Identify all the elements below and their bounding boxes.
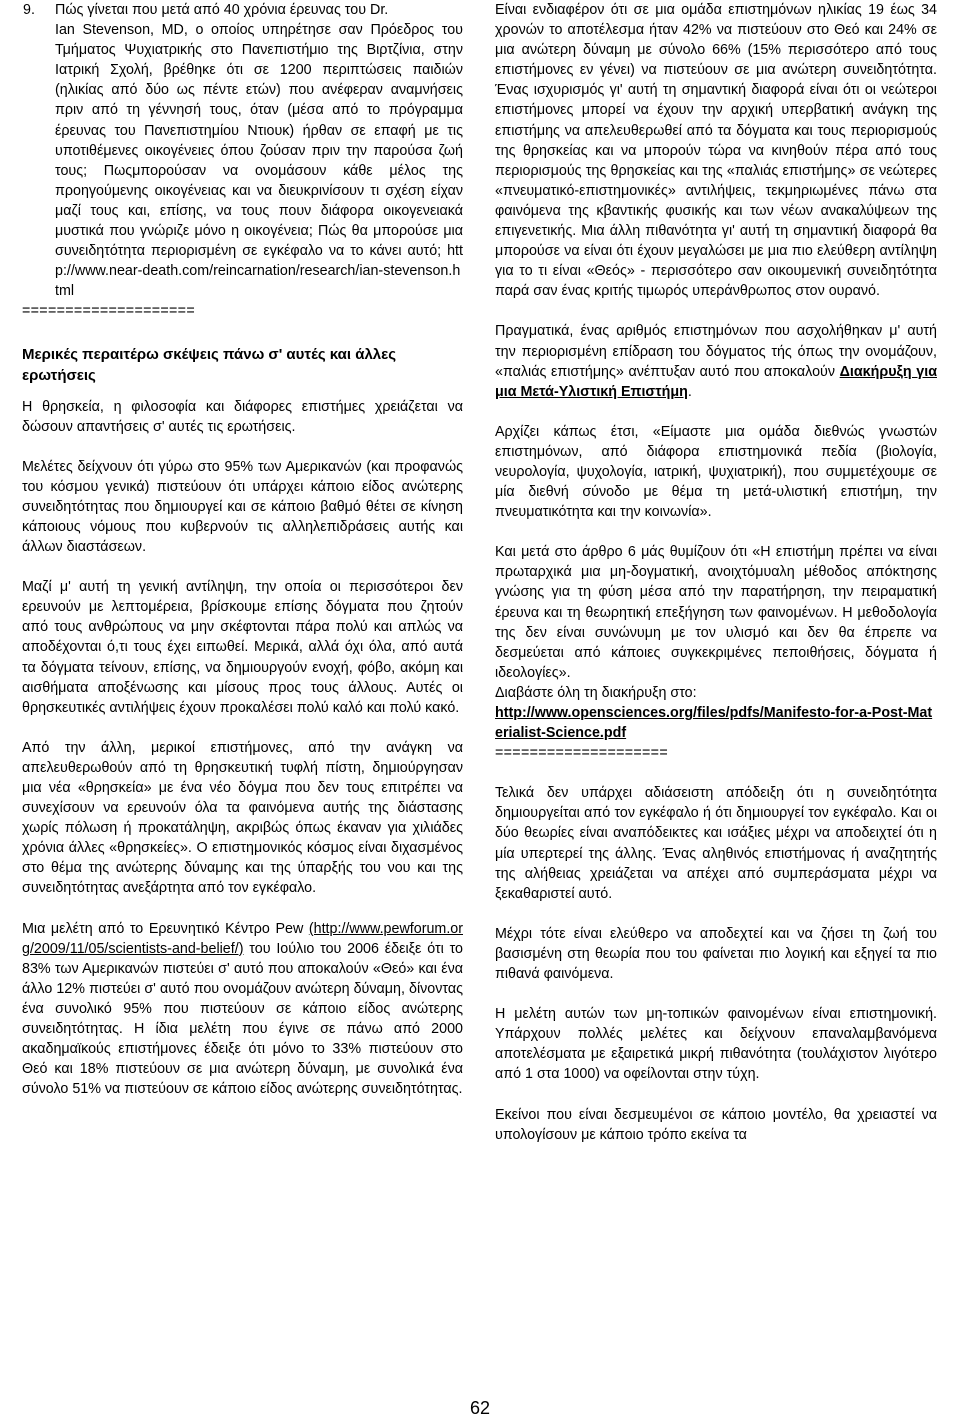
section-heading: Μερικές περαιτέρω σκέψεις πάνω σ' αυτές και άλλες ερωτήσεις (22, 345, 397, 384)
list-item-url[interactable]: http://www.near-death.com/reincarnation/research/ian-stevenson.html (55, 243, 463, 300)
paragraph-pew-study (22, 919, 463, 1100)
paragraph-manifesto-intro (495, 321, 937, 401)
paragraph: Είναι ενδιαφέρον ότι σε μια ομάδα επιστημόνων ηλικίας 19 έως 34 χρονών το αποτέλεσμα ήταν 42% να πιστεύουν στο Θεό και 24% σε μια ανώτερη δύναμη με σύνολο 66% (15% περισσότερο από τους επιστήμονες εν γένει) να πιστεύουν σε μια ανώτερη συνειδητότητα. Ένας ισχυρισμός γι' αυτή τη σημαντική διαφορά είναι ότι οι νεώτεροι επιστήμονες μπορεί να έχουν την αρχική υπερβατική ανάγκη της επιστήμης να απελευθερωθεί από τα δόγματα και τους περιορισμούς της θρησκείας και να μπορούν τώρα να κινηθούν πέρα από τους περιορισμούς της θρησκείας και της «παλιάς επιστήμης» σε νεώτερες «πνευματικό-επιστημονικές» αντιλήψεις, τεκμηριωμένες πάνω στα φαινόμενα της κβαντικής φυσικής και των νέων ανακαλύψεων της επιγενετικής. Μια άλλη πιθανότητα γι' αυτή τη σημαντική διαφορά θα μπορούσε να είναι ότι έχουν μεγαλώσει με μια πιο ελεύθερη αντίληψη για το τι είναι «Θεός» - περισσότερο σαν οικουμενική συνειδητότητα παρά σαν ένας κριτής τιμωρός υπεράνθρωπος στον ουρανό. (495, 2, 937, 300)
right-column (495, 0, 937, 1145)
paragraph: Η θρησκεία, η φιλοσοφία και διάφορες επιστήμες χρειάζεται να δώσουν απαντήσεις σ' αυτές τις ερωτήσεις. (22, 398, 463, 435)
paragraph: Μελέτες δείχνουν ότι γύρω στο 95% των Αμερικανών (και προφανώς του κόσμου γενικά) πιστεύουν ότι υπάρχει κάποιο είδος ανώτερης συνειδητότητας που δημιουργεί και σε κάποιο βαθμό θέτει σε κίνηση κάποιους νόμους που κυβερνούν τις αλληλεπιδράσεις αυτής και άλλων διαστάσεων. (22, 458, 463, 556)
paragraph: Από την άλλη, μερικοί επιστήμονες, από την ανάγκη να απελευθερωθούν από τη θρησκευτική τυφλή πίστη, δημιούργησαν μια νέα «θρησκεία» με ένα νέο δόγμα που δεν τους επιτρέπει να συνεχίσουν να ερευνούν όλα τα φαινόμενα αυτής της διάστασης χωρίς πόλωση ή προκατάληψη, ακριβώς όπως έκαναν για χιλιάδες χρόνια άλλες «θρησκείες». Ο επιστημονικός κόσμος είναι διχασμένος στο θέμα της ανώτερης δύναμης και της ύπαρξής του νου και της συνειδητότητας ανεξάρτητα από τον εγκέφαλο. (22, 739, 463, 897)
paragraph: Τελικά δεν υπάρχει αδιάσειστη απόδειξη ότι η συνειδητότητα δημιουργείται από τον εγκέφαλο ή ότι δημιουργεί τον εγκέφαλο. Και οι δύο θεωρίες είναι αναπόδεικτες και ισάξιες μέχρι να αποδειχτεί ότι η μία υπερτερεί της άλλης. Ένας αληθινός επιστήμονας ή αναζητητής της αλήθειας χρειάζεται να απέχει από συμπεράσματα μέχρι να ξεκαθαριστεί αυτό. (495, 785, 937, 902)
left-column (22, 0, 463, 1099)
list-item-body: Ian Stevenson, MD, ο οποίος υπηρέτησε σαν Πρόεδρος του Τμήματος Ψυχιατρικής στο Πανεπιστήμιο της Βιρτζίνια, στην Ιατρική Σχολή, βρέθηκε ότι σε 1200 περιπτώσεις παιδιών (ηλικίας από δύο ως πέντε ετών) που ανέφεραν αναμνήσεις πριν από τη γέννησή τους, όταν (μέσα από το πρόγραμμα έρευνας του Πανεπιστημίου Ντιουκ) ήρθαν σε επαφή με τις υποτιθέμενες οικογένειες όπου ζούσαν πριν την παρούσα ζωή τους; Πωςμπορούσαν να ονομάσουν κάθε μέλος της προηγούμενης οικογένειας και να διευκρινίσουν τι σχέση είχαν μαζί τους και, επίσης, να τους πουν διάφορα οικογενειακά μυστικά που γνώριζε μόνο η οικογένεια; Πώς θα μπορούσε μια συνειδητότητα περιορισμένη σε εγκέφαλο να το κάνει αυτό; (55, 22, 463, 260)
pew-study-link[interactable]: (http://www.pewforum.org/2009/11/05/scientists-and-belief/) (22, 920, 463, 957)
list-item-9 (22, 0, 463, 301)
pew-study-text: Μια μελέτη από το Ερευνητικό Κέντρο Pew (22, 920, 304, 937)
manifesto-intro-text: Πραγματικά, ένας αριθμός επιστημόνων που ασχολήθηκαν μ' αυτή την περιορισμένη επίδραση του δόγματος τής όπως την ονομάζουν, «παλιάς επιστήμης» ανέπτυξαν αυτό που αποκαλούν (495, 323, 937, 380)
paragraph: Εκείνοι που είναι δεσμευμένοι σε κάποιο μοντέλο, θα χρειαστεί να υπολογίσουν με κάποιο τρόπο εκείνα τα (495, 1106, 937, 1143)
separator: ==================== (495, 745, 668, 762)
manifesto-intro-end: . (687, 383, 692, 400)
read-declaration-label: Διαβάστε όλη τη διακήρυξη στο: (495, 684, 697, 701)
separator: ==================== (22, 303, 195, 320)
list-item-number: 9. (23, 2, 35, 18)
paragraph: Μαζί μ' αυτή τη γενική αντίληψη, την οποία οι περισσότεροι δεν ερευνούν με λεπτομέρεια, βρίσκουμε επίσης δόγματα που ζητούν από τους ανθρώπους να μην σκέφτονται πάρα πολύ και απλώς να αποδέχονται ό,τι τους έχει ειπωθεί. Μερικά, αλλά όχι όλα, από αυτά τα δόγματα τείνουν, επίσης, να δημιουργούν ενοχή, φόβο, ακόμη και αισθήματα αποξένωσης και μίσους προς τους άλλους. Αυτές οι θρησκευτικές αντιλήψεις έχουν προκαλέσει πολύ καλό και πολύ κακό. (22, 579, 463, 716)
paragraph: Η μελέτη αυτών των μη-τοπικών φαινομένων είναι επιστημονική. Υπάρχουν πολλές μελέτες και δείχνουν επαναλαμβανόμενα αποτελέσματα με εξαιρετικά μικρή πιθανότητα (τουλάχιστον λιγότερο από 1 στα 1000) να οφείλονται στην τύχη. (495, 1006, 937, 1083)
paragraph: Και μετά στο άρθρο 6 μάς θυμίζουν ότι «Η επιστήμη πρέπει να είναι πρωταρχικά μια μη-δογματική, ανοιχτόμυαλη μέθοδος απόκτησης γνώσης για τη φύση μέσα από την παρατήρηση, την πειραματική έρευνα και τη θεωρητική επεξήγηση των φαινομένων. Η μεθοδολογία της δεν είναι συνώνυμη με τον υλισμό και δεν θα έπρεπε να δεσμεύεται από κάποιες συγκεκριμένες πεποιθήσεις, δόγματα ή ιδεολογίες». (495, 544, 937, 681)
page-number: 62 (469, 1398, 491, 1418)
list-item-title: Πώς γίνεται που μετά από 40 χρόνια έρευνας του Dr. (55, 2, 389, 18)
paragraph: Μέχρι τότε είναι ελεύθερο να αποδεχτεί και να ζήσει τη ζωή του βασισμένη στη θεωρία που του φαίνεται πιο λογική και εξηγεί τα πιο πιθανά φαινόμενα. (495, 925, 937, 983)
manifesto-url-link[interactable]: http://www.opensciences.org/files/pdfs/Manifesto-for-a-Post-Materialist-Science.pdf (495, 705, 933, 742)
manifesto-title-link[interactable]: Διακήρυξη για μια Μετά-Υλιστική Επιστήμη (495, 363, 937, 400)
paragraph: Αρχίζει κάπως έτσι, «Είμαστε μια ομάδα διεθνώς γνωστών επιστημόνων, από διάφορα επιστημονικά πεδία (βιολογία, νευρολογία, ψυχολογία, ιατρική, ψυχιατρική), που συμμετέχουμε σε μία διεθνή σύνοδο με θέμα τη μετά-υλιστική επιστήμη, την πνευματικότητα και την κοινωνία». (495, 423, 937, 521)
pew-study-text-continued: του Ιούλιο του 2006 έδειξε ότι το 83% των Αμερικανών πιστεύει σ' αυτό που αποκαλούν «Θεό» και ένα άλλο 12% πιστεύει σ' αυτό που ονομάζουν ανώτερη δύναμη, δίνοντας ένα συνολικό 95% που πιστεύουν σε κάποιο είδος ανώτερης συνειδητότητας. Η ίδια μελέτη που έγινε σε πάνω από 2000 ακαδημαϊκούς επιστήμονες έδειξε ότι μόνο το 33% πιστεύουν στο Θεό και 18% πιστεύουν σε μια ανώτερη δύναμη, με συνολικά ένα σύνολο 51% να πιστεύουν σε κάποιο είδος ανώτερης συνειδητότητας. (22, 940, 463, 1098)
